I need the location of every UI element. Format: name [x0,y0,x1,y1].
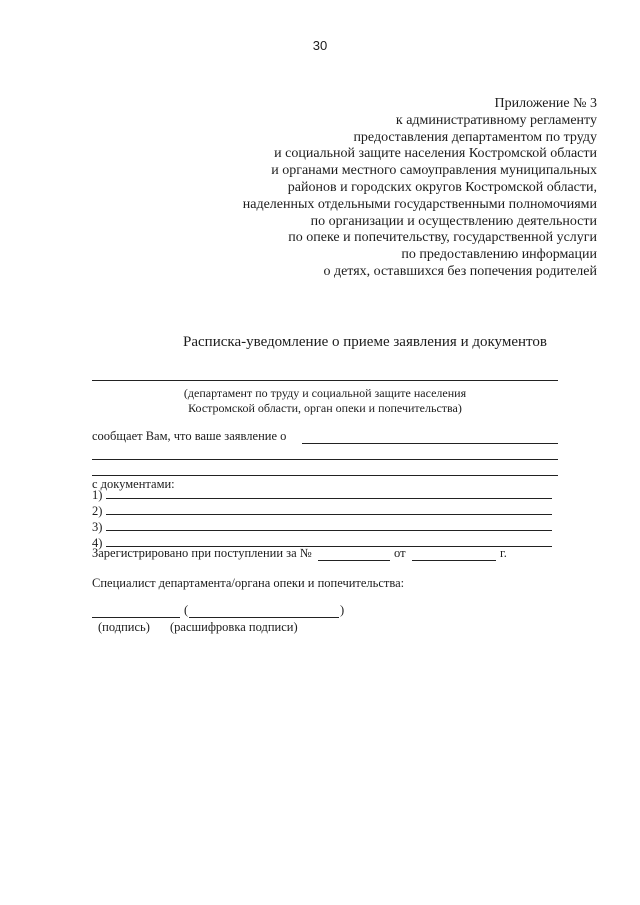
statement-continuation-line [92,459,558,460]
statement-label: сообщает Вам, что ваше заявление о [92,429,287,443]
appendix-line: и органами местного самоуправления муниципальных [271,163,597,179]
appendix-line: наделенных отдельными государственными полномочиями [242,196,597,212]
decoding-caption: (расшифровка подписи) [170,620,298,634]
signature-blank-line [92,617,180,618]
appendix-line: и социальной защите населения Костромской области [274,146,597,162]
document-title: Расписка-уведомление о приеме заявления и документов [183,334,547,350]
appendix-line: предоставления департаментом по труду [353,129,597,145]
decoding-close-paren: ) [340,603,345,617]
decoding-blank-line [189,617,339,618]
document-item-line [106,530,552,531]
registration-year-suffix: г. [500,546,507,560]
appendix-line: районов и городских округов Костромской области, [287,179,597,195]
appendix-line: Приложение № 3 [494,96,597,111]
documents-label: с документами: [92,477,175,491]
page-number: 30 [312,38,328,53]
document-item-number: 4) [92,536,103,550]
appendix-line: к административному регламенту [395,112,597,128]
appendix-header [243,96,597,281]
registration-number-blank [318,560,390,561]
statement-blank-line [302,443,558,444]
registration-label: Зарегистрировано при поступлении за № [92,546,312,560]
registration-date-blank [412,560,496,561]
appendix-line: по предоставлению информации [401,247,597,263]
appendix-line: о детях, оставшихся без попечения родителей [323,263,597,279]
specialist-label: Специалист департамента/органа опеки и попечительства: [92,576,405,590]
department-caption-line: Костромской области, орган опеки и попечительства) [188,401,462,415]
document-item-number: 2) [92,504,103,518]
document-item-number: 1) [92,488,103,502]
appendix-line: по опеке и попечительству, государственной услуги [288,230,597,246]
department-blank-line [92,380,558,381]
document-item-line [106,514,552,515]
signature-caption: (подпись) [98,620,150,634]
department-caption [90,386,560,416]
statement-continuation-line [92,475,558,476]
document-item-number: 3) [92,520,103,534]
document-item-line [106,498,552,499]
registration-from-label: от [394,546,406,560]
decoding-open-paren: ( [184,603,189,617]
appendix-line: по организации и осуществлению деятельности [310,213,597,229]
department-caption-line: (департамент по труду и социальной защите населения [183,386,467,400]
